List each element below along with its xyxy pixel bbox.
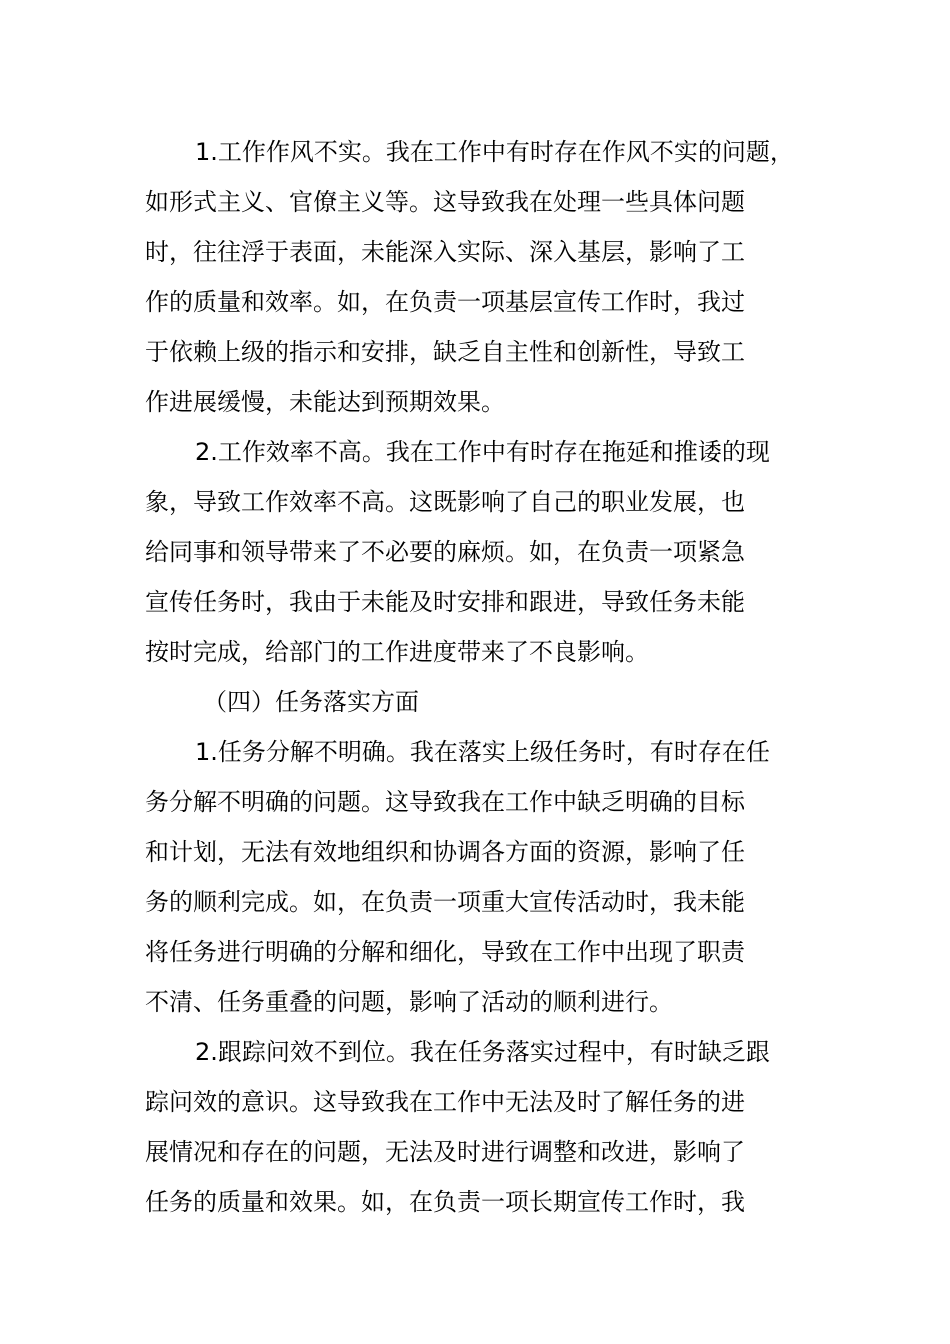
paragraph-line: 2.跟踪问效不到位。我在任务落实过程中，有时缺乏跟	[195, 1038, 770, 1066]
paragraph-line: 务分解不明确的问题。这导致我在工作中缺乏明确的目标	[145, 788, 745, 816]
paragraph-line: 宣传任务时，我由于未能及时安排和跟进，导致任务未能	[145, 588, 745, 616]
paragraph-line: 1.工作作风不实。我在工作中有时存在作风不实的问题，	[195, 138, 794, 166]
paragraph-line: 务的顺利完成。如，在负责一项重大宣传活动时，我未能	[145, 888, 745, 916]
paragraph-line: 任务的质量和效果。如，在负责一项长期宣传工作时，我	[145, 1188, 745, 1216]
paragraph-line: 时，往往浮于表面，未能深入实际、深入基层，影响了工	[145, 238, 745, 266]
section-heading: （四）任务落实方面	[203, 688, 419, 716]
paragraph-line: 按时完成，给部门的工作进度带来了不良影响。	[145, 638, 649, 666]
paragraph-line: 1.任务分解不明确。我在落实上级任务时，有时存在任	[195, 738, 770, 766]
paragraph-line: 展情况和存在的问题，无法及时进行调整和改进，影响了	[145, 1138, 745, 1166]
paragraph-line: 作进展缓慢，未能达到预期效果。	[145, 388, 505, 416]
paragraph-line: 给同事和领导带来了不必要的麻烦。如，在负责一项紧急	[145, 538, 745, 566]
paragraph-line: 如形式主义、官僚主义等。这导致我在处理一些具体问题	[145, 188, 745, 216]
paragraph-line: 不清、任务重叠的问题，影响了活动的顺利进行。	[145, 988, 673, 1016]
paragraph-line: 2.工作效率不高。我在工作中有时存在拖延和推诿的现	[195, 438, 770, 466]
body-text	[145, 127, 845, 1227]
paragraph-line: 踪问效的意识。这导致我在工作中无法及时了解任务的进	[145, 1088, 745, 1116]
paragraph-line: 于依赖上级的指示和安排，缺乏自主性和创新性，导致工	[145, 338, 745, 366]
paragraph-line: 象，导致工作效率不高。这既影响了自己的职业发展，也	[145, 488, 745, 516]
paragraph-line: 作的质量和效率。如，在负责一项基层宣传工作时，我过	[145, 288, 745, 316]
paragraph-line: 将任务进行明确的分解和细化，导致在工作中出现了职责	[145, 938, 745, 966]
paragraph-line: 和计划，无法有效地组织和协调各方面的资源，影响了任	[145, 838, 745, 866]
